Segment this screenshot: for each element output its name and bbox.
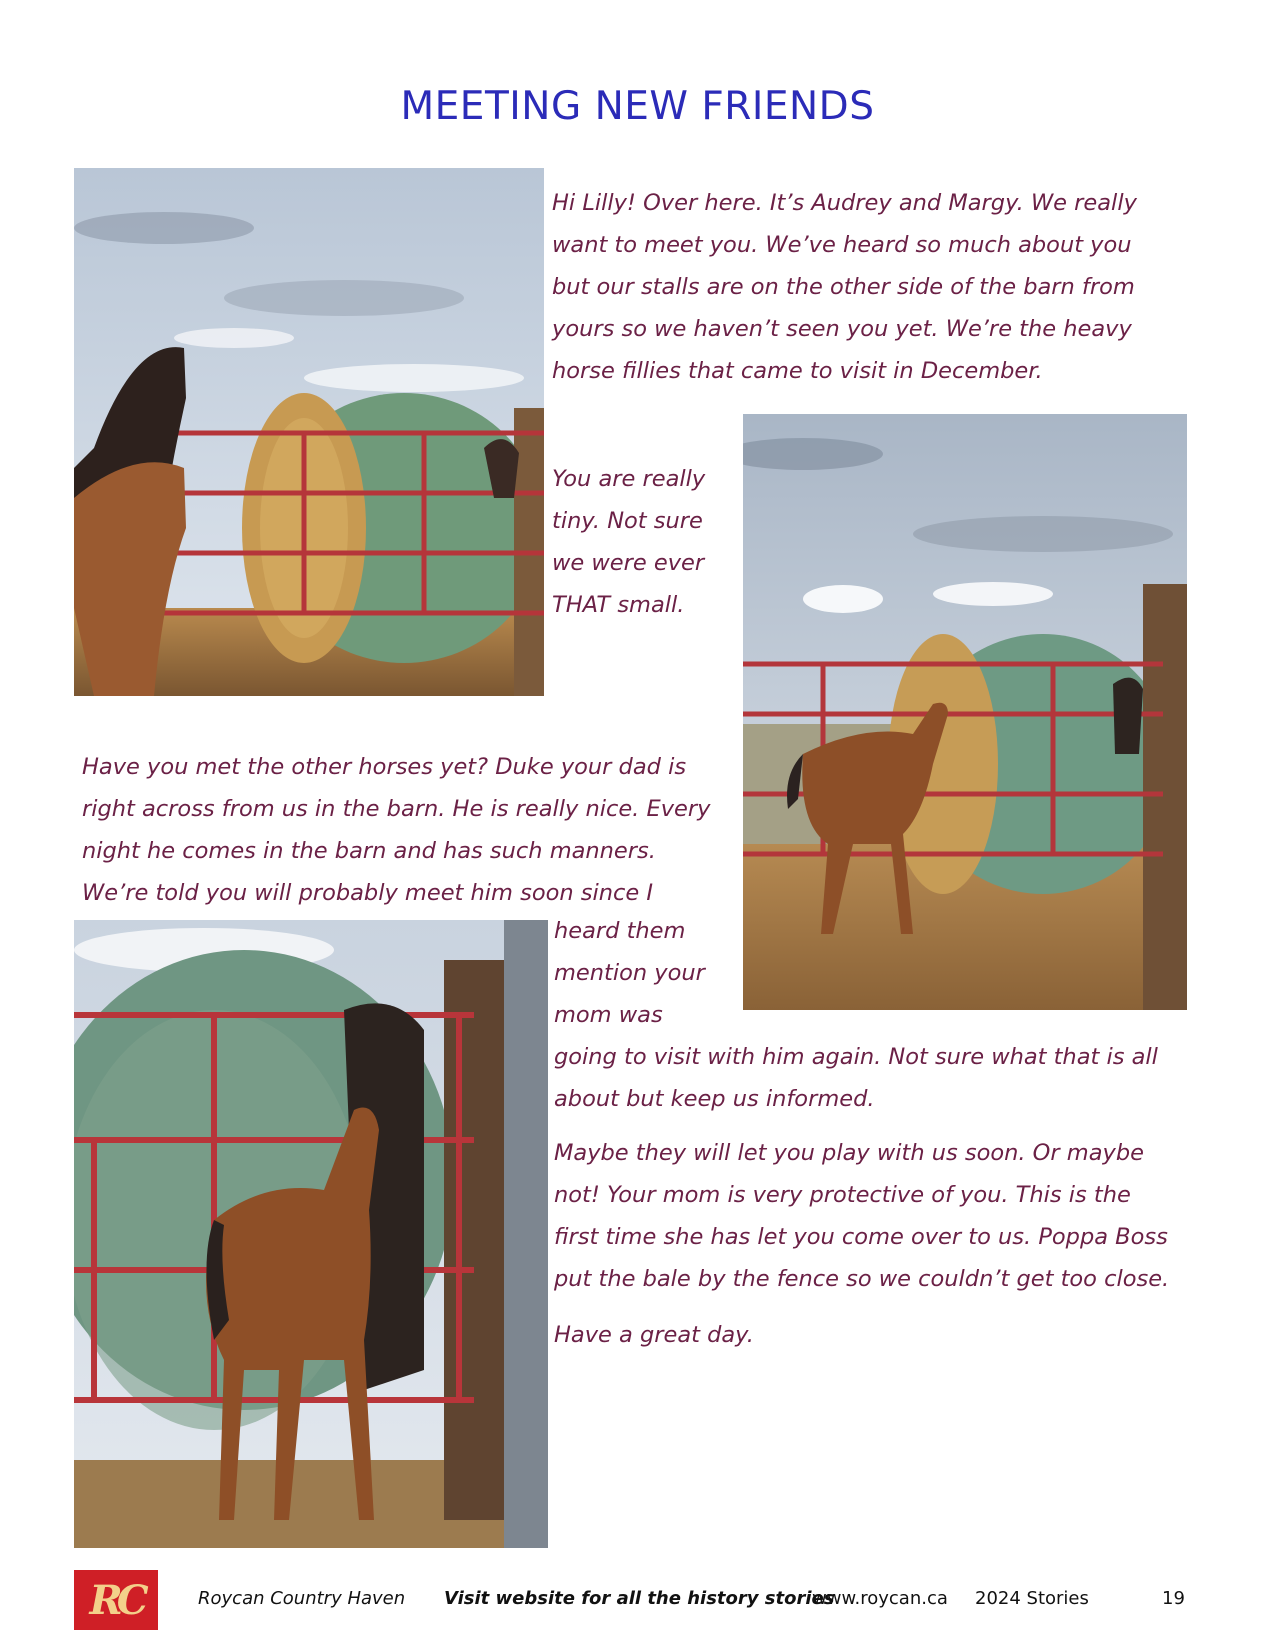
paragraph-other-horses: Have you met the other horses yet? Duke your dad is right across from us in the barn. He is really nice. Every night he comes in the barn and has such manners. We’re told you will probably meet him soon since I: [82, 754, 711, 906]
page-number: 19: [1162, 1588, 1185, 1609]
footer-url-link[interactable]: www.roycan.ca: [812, 1588, 948, 1609]
photo-foal-at-gate: [743, 414, 1187, 1010]
paragraph-visit: going to visit with him again. Not sure what that is all about but keep us informed.: [554, 1044, 1158, 1112]
photo-mare-and-foal-at-hay-bale: [74, 168, 544, 696]
page-footer: [0, 1570, 1275, 1640]
paragraph-intro: Hi Lilly! Over here. It’s Audrey and Margy. We really want to meet you. We’ve heard so much about you but our stalls are on the other side of the barn from yours so we haven’t seen you yet. We’re the heavy horse fillies that came to visit in December.: [552, 190, 1137, 384]
paragraph-play: Maybe they will let you play with us soon. Or maybe not! Your mom is very protective of you. This is the first time she has let you come over to us. Poppa Boss put the bale by the fence so we couldn’t get too close.: [554, 1140, 1170, 1292]
paragraph-heard-them: heard them mention your mom was: [554, 918, 705, 1028]
footer-cta: Visit website for all the history stories: [444, 1588, 835, 1609]
photo-foal-and-horses-at-fence: [74, 920, 548, 1548]
page-title: MEETING NEW FRIENDS: [400, 84, 875, 129]
roycan-logo: [74, 1570, 158, 1630]
footer-site-name: Roycan Country Haven: [198, 1588, 406, 1609]
footer-collection: 2024 Stories: [975, 1588, 1089, 1609]
logo-text: RC: [89, 1576, 143, 1624]
paragraph-closing: Have a great day.: [554, 1322, 754, 1348]
paragraph-tiny: You are really tiny. Not sure we were ever THAT small.: [552, 466, 706, 618]
